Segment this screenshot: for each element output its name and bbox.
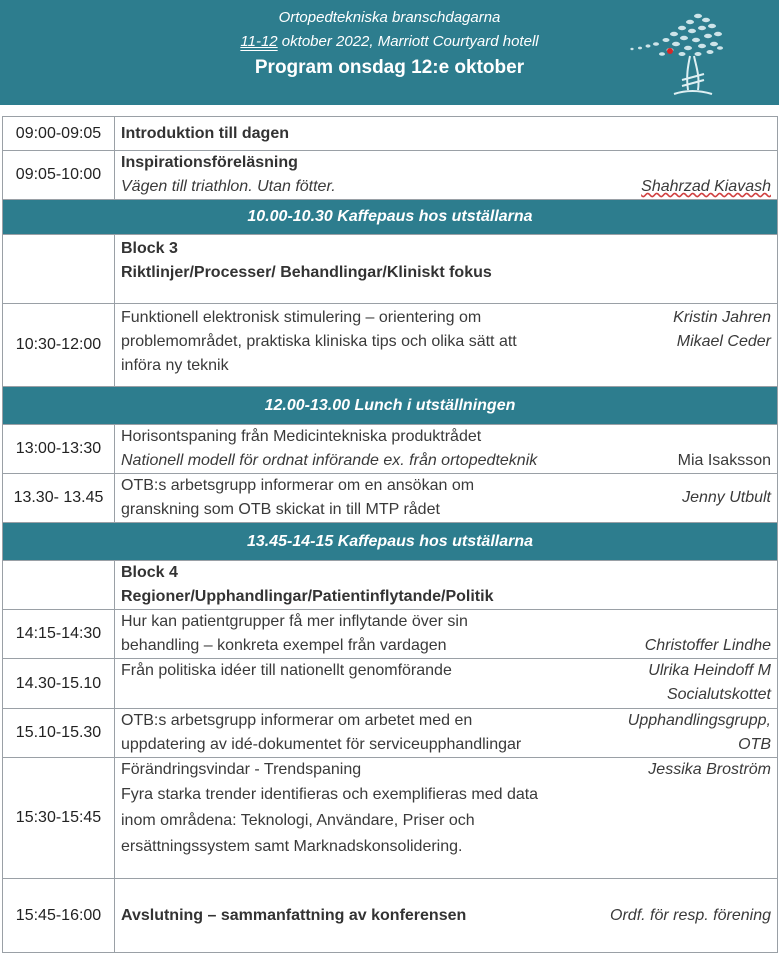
speaker-name: Mia Isaksson (677, 452, 771, 469)
speaker-name: Ulrika Heindoff M (648, 662, 771, 679)
speaker-name: Christoffer Lindhe (644, 637, 771, 654)
session-subtitle: Vägen till triathlon. Utan fötter. (121, 178, 336, 195)
session-cell (115, 474, 778, 523)
time-cell (3, 235, 115, 304)
block-heading-cell (115, 235, 778, 304)
session-title: Förändringsvindar - Trendspaning (121, 761, 362, 778)
session-cell (115, 610, 778, 659)
session-cell (115, 425, 778, 474)
table-row (3, 235, 778, 304)
session-line: Fyra starka trender identifieras och exemplifieras med data (121, 786, 539, 803)
session-cell (115, 659, 778, 709)
session-line: Hur kan patientgrupper få mer inflytande över sin (121, 613, 468, 630)
block-heading-cell (115, 561, 778, 610)
table-row (3, 758, 778, 879)
table-row (3, 425, 778, 474)
block-theme: Regioner/Upphandlingar/Patientinflytande/Politik (121, 588, 494, 605)
speaker-affiliation: Socialutskottet (666, 686, 771, 703)
session-cell (115, 709, 778, 758)
time-cell: 10:30-12:00 (3, 304, 115, 387)
session-title: Introduktion till dagen (121, 124, 289, 142)
speaker-name: Shahrzad Kiavash (641, 178, 771, 195)
time-cell: 09:05-10:00 (3, 151, 115, 200)
session-title: Inspirationsföreläsning (121, 154, 298, 171)
table-row (3, 561, 778, 610)
event-location: oktober 2022, Marriott Courtyard hotell (277, 33, 539, 50)
speaker-name: Kristin Jahren (673, 309, 771, 326)
program-table (2, 116, 778, 953)
table-row (3, 610, 778, 659)
break-label: 13.45-14-15 Kaffepaus hos utställarna (3, 523, 778, 561)
program-header (0, 0, 779, 105)
session-cell (115, 758, 778, 879)
session-line: Horisontspaning från Medicintekniska produktrådet (121, 428, 482, 445)
session-line: inom områdena: Teknologi, Användare, Priser och (121, 812, 475, 829)
session-cell (115, 879, 778, 953)
block-theme: Riktlinjer/Processer/ Behandlingar/Kliniskt fokus (121, 264, 492, 281)
break-row (3, 523, 778, 561)
session-line: OTB:s arbetsgrupp informerar om en ansökan om (121, 477, 475, 494)
session-title: Avslutning – sammanfattning av konferensen (121, 906, 467, 924)
session-subtitle: Nationell modell för ordnat införande ex. från ortopedteknik (121, 452, 538, 469)
table-row (3, 709, 778, 758)
time-cell: 14:15-14:30 (3, 610, 115, 659)
speaker-name: Mikael Ceder (676, 333, 771, 350)
session-cell (115, 117, 778, 151)
event-dates: 11-12 (240, 33, 278, 50)
session-line: uppdatering av idé-dokumentet för serviceupphandlingar (121, 736, 522, 753)
session-line: problemområdet, praktiska kliniska tips och olika sätt att (121, 333, 517, 350)
break-label: 10.00-10.30 Kaffepaus hos utställarna (3, 200, 778, 235)
speaker-name: Jenny Utbult (682, 489, 771, 506)
time-cell: 09:00-09:05 (3, 117, 115, 151)
time-cell: 13:00-13:30 (3, 425, 115, 474)
table-row (3, 659, 778, 709)
session-cell (115, 151, 778, 200)
break-row (3, 200, 778, 235)
event-name: Ortopedtekniska branschdagarna (278, 9, 501, 26)
break-row (3, 387, 778, 425)
time-cell: 15.10-15.30 (3, 709, 115, 758)
time-cell: 15:30-15:45 (3, 758, 115, 879)
time-cell: 13.30- 13.45 (3, 474, 115, 523)
block-number: Block 4 (121, 564, 178, 581)
table-row (3, 879, 778, 953)
speaker-affiliation: OTB (738, 736, 771, 753)
session-line: OTB:s arbetsgrupp informerar om arbetet med en (121, 712, 473, 729)
session-line: Funktionell elektronisk stimulering – orientering om (121, 309, 482, 326)
page-title: Program onsdag 12:e oktober (254, 57, 525, 78)
speaker-name: Ordf. för resp. förening (610, 907, 771, 924)
time-cell: 14.30-15.10 (3, 659, 115, 709)
session-cell (115, 304, 778, 387)
tree-logo-icon (612, 4, 732, 102)
break-label: 12.00-13.00 Lunch i utställningen (3, 387, 778, 425)
time-cell (3, 561, 115, 610)
session-line: införa ny teknik (121, 357, 229, 374)
session-line: Från politiska idéer till nationellt genomförande (121, 662, 452, 679)
time-cell: 15:45-16:00 (3, 879, 115, 953)
table-row (3, 304, 778, 387)
block-number: Block 3 (121, 240, 178, 257)
table-row (3, 474, 778, 523)
session-line: behandling – konkreta exempel från vardagen (121, 637, 447, 654)
session-line: granskning som OTB skickat in till MTP rådet (121, 501, 440, 518)
table-row (3, 151, 778, 200)
session-line: ersättningssystem samt Marknadskonsolidering. (121, 838, 463, 855)
speaker-name: Jessika Broström (648, 761, 771, 778)
table-row (3, 117, 778, 151)
speaker-name: Upphandlingsgrupp, (627, 712, 771, 729)
